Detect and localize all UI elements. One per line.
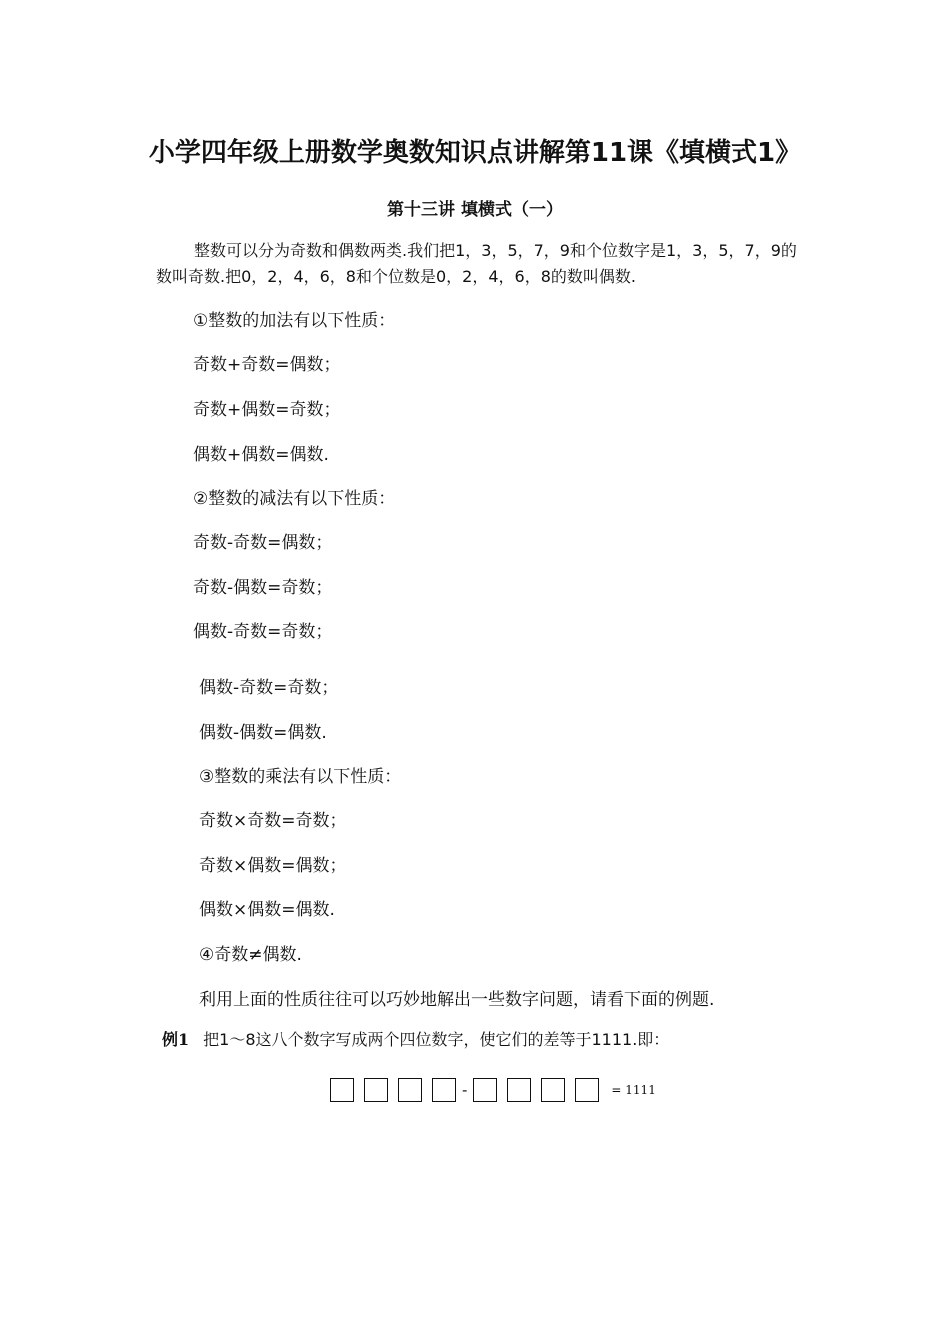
addition-rule-2: 奇数+偶数=奇数； xyxy=(193,400,341,420)
lecture-title: 第十三讲 填横式（一） xyxy=(387,200,563,220)
subtraction-heading: ②整数的减法有以下性质： xyxy=(193,489,396,509)
digit-box[interactable] xyxy=(507,1078,531,1102)
addition-rule-3: 偶数+偶数=偶数. xyxy=(193,445,329,465)
subtraction-rule-4: 偶数-奇数=奇数； xyxy=(199,678,339,698)
digit-box[interactable] xyxy=(473,1078,497,1102)
addition-rule-1: 奇数+奇数=偶数； xyxy=(193,355,341,375)
digit-box[interactable] xyxy=(364,1078,388,1102)
transition-sentence: 利用上面的性质往往可以巧妙地解出一些数字问题，请看下面的例题. xyxy=(199,990,715,1010)
digit-box[interactable] xyxy=(541,1078,565,1102)
parity-note: ④奇数≠偶数. xyxy=(199,945,302,965)
subtraction-rule-1: 奇数-奇数=偶数； xyxy=(193,533,333,553)
multiplication-rule-3: 偶数×偶数=偶数. xyxy=(199,900,335,920)
equation-result: = 1111 xyxy=(611,1083,656,1097)
subtraction-rule-2: 奇数-偶数=奇数； xyxy=(193,578,333,598)
document-title: 小学四年级上册数学奥数知识点讲解第11课《填横式1》 xyxy=(148,138,802,168)
multiplication-heading: ③整数的乘法有以下性质： xyxy=(199,767,402,787)
digit-box[interactable] xyxy=(330,1078,354,1102)
equation-blanks xyxy=(330,1075,656,1105)
multiplication-rule-1: 奇数×奇数=奇数； xyxy=(199,811,347,831)
multiplication-rule-2: 奇数×偶数=偶数； xyxy=(199,856,347,876)
digit-box[interactable] xyxy=(432,1078,456,1102)
example-label: 例1 xyxy=(162,1030,190,1049)
subtraction-rule-3: 偶数-奇数=奇数； xyxy=(193,622,333,642)
digit-box[interactable] xyxy=(575,1078,599,1102)
addition-heading: ①整数的加法有以下性质： xyxy=(193,311,396,331)
intro-paragraph: 整数可以分为奇数和偶数两类.我们把1，3，5，7，9和个位数字是1，3，5，7，9的数叫奇数.把0，2，4，6，8和个位数是0，2，4，6，8的数叫偶数. xyxy=(156,241,797,286)
subtraction-rule-5: 偶数-偶数=偶数. xyxy=(199,723,327,743)
example-1 xyxy=(162,1027,669,1050)
example-text: 把1～8这八个数字写成两个四位数字，使它们的差等于1111.即： xyxy=(203,1030,670,1049)
minus-sign: - xyxy=(462,1081,468,1099)
digit-box[interactable] xyxy=(398,1078,422,1102)
